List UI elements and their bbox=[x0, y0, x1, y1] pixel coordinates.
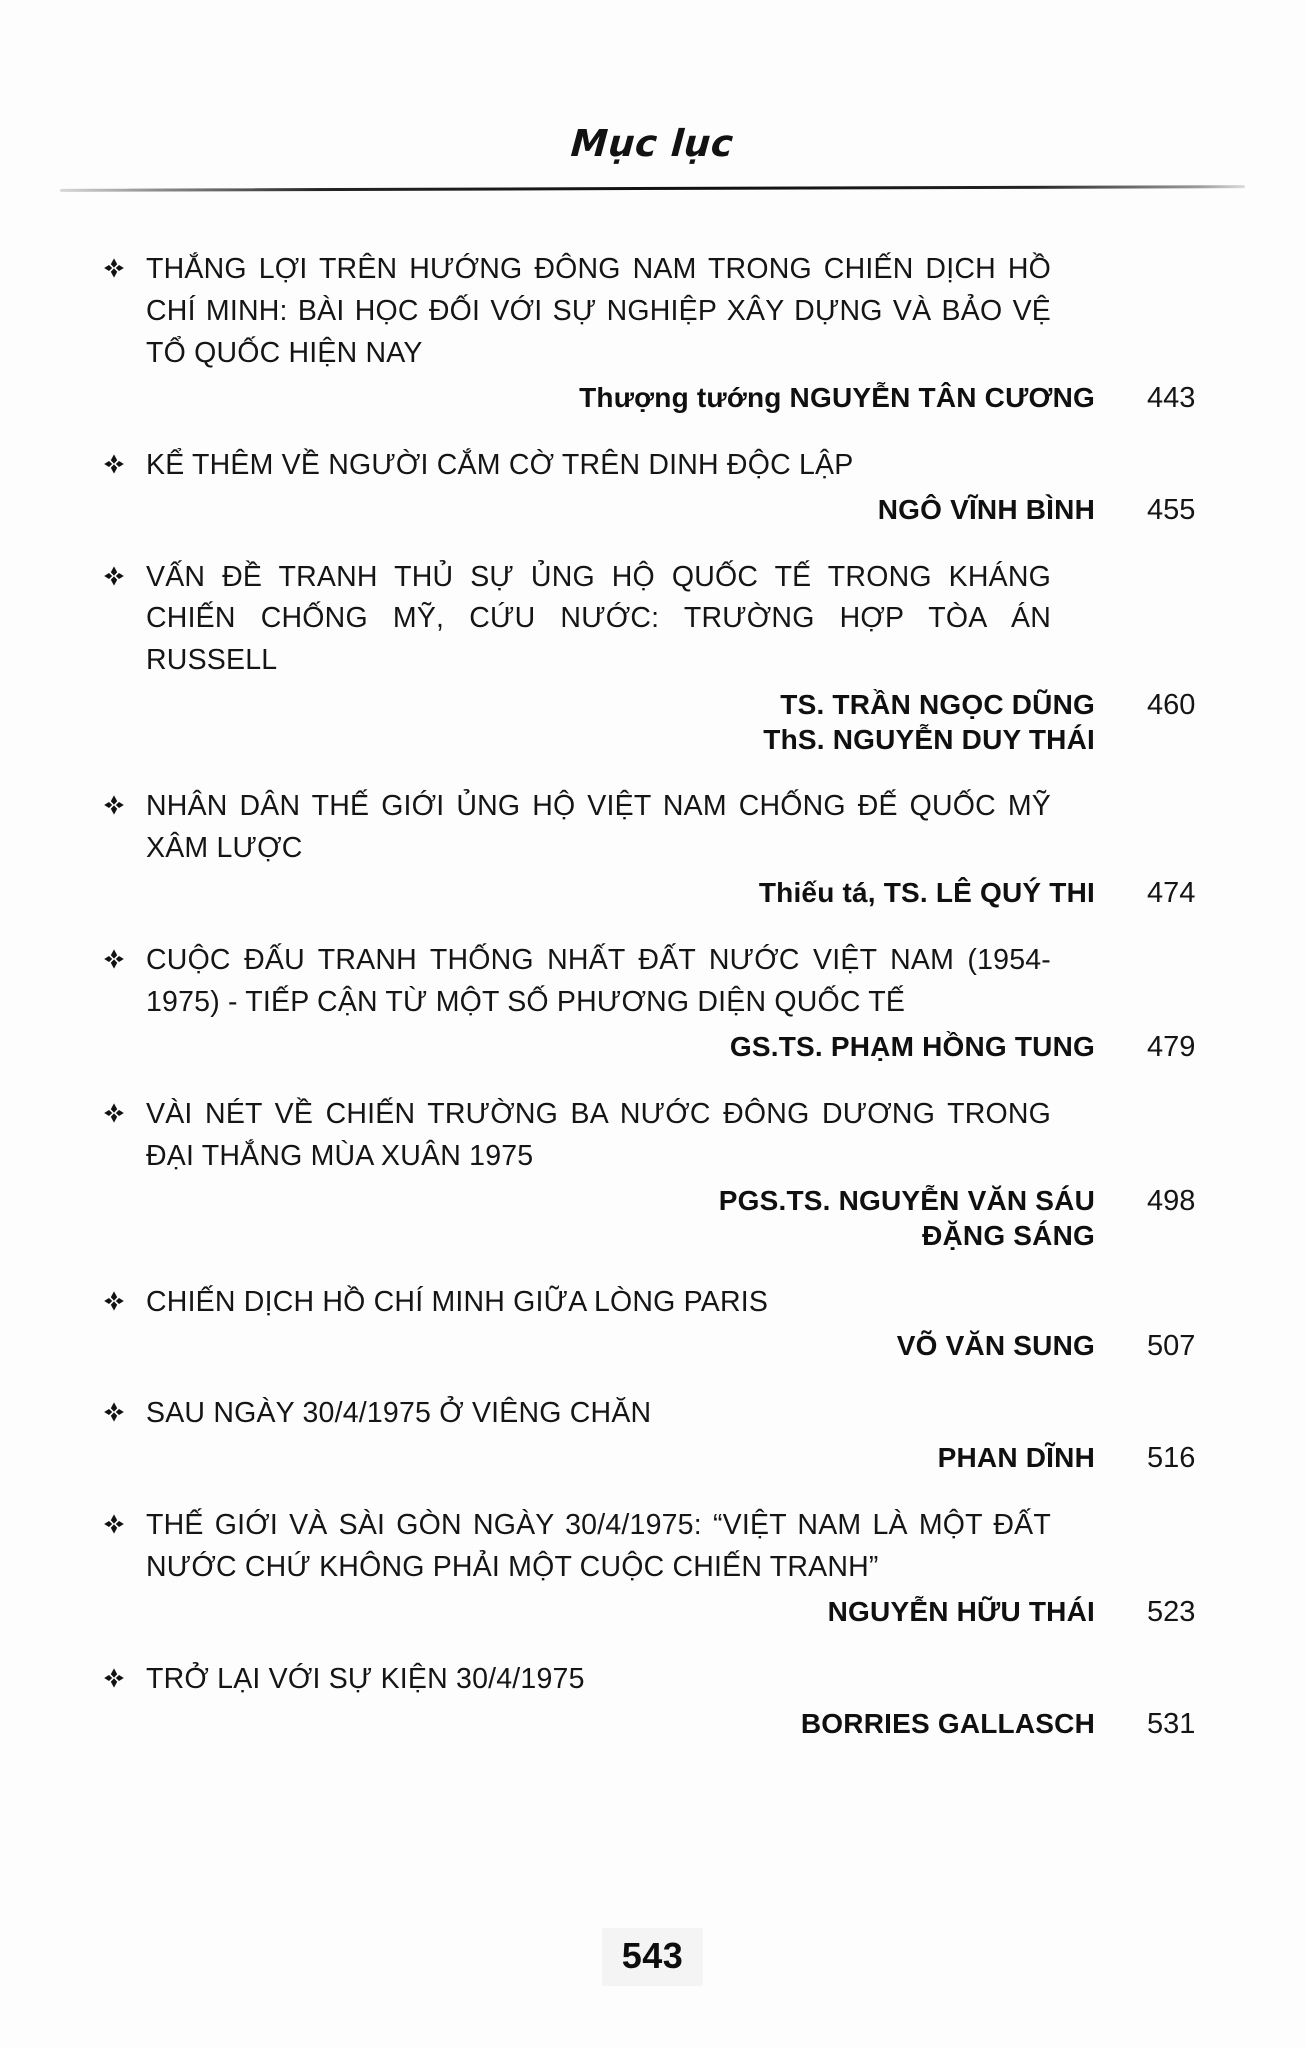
toc-entry-byline bbox=[98, 1442, 1243, 1475]
floral-diamond-bullet-icon bbox=[102, 564, 128, 590]
toc-entry-title-text: NHÂN DÂN THẾ GIỚI ỦNG HỘ VIỆT NAM CHỐNG ĐẾ QUỐC MỸ XÂM LƯỢC bbox=[146, 790, 1051, 865]
toc-entry-byline bbox=[98, 382, 1243, 415]
toc-entry[interactable] bbox=[98, 1659, 1243, 1741]
floral-diamond-bullet-icon bbox=[102, 1289, 128, 1315]
toc-entry-title bbox=[98, 1094, 1051, 1178]
toc-entry-author: TS. TRẦN NGỌC DŨNG bbox=[780, 689, 1095, 721]
toc-entry-title-text: TRỞ LẠI VỚI SỰ KIỆN 30/4/1975 bbox=[146, 1663, 585, 1696]
toc-entry-title bbox=[98, 1282, 1051, 1324]
toc-entry[interactable] bbox=[98, 940, 1243, 1064]
toc-entry-author: GS.TS. PHẠM HỒNG TUNG bbox=[729, 1030, 1095, 1062]
toc-entry-title-text: CUỘC ĐẤU TRANH THỐNG NHẤT ĐẤT NƯỚC VIỆT NAM (1954-1975) - TIẾP CẬN TỪ MỘT SỐ PHƯƠNG DIỆN QUỐC TẾ bbox=[146, 944, 1051, 1018]
toc-entry-page-number: 523 bbox=[1147, 1596, 1196, 1629]
toc-entry-page-number: 474 bbox=[1147, 877, 1196, 910]
toc-entry-author: VÕ VĂN SUNG bbox=[896, 1330, 1095, 1362]
toc-entry-byline bbox=[98, 1220, 1243, 1252]
toc-entry-byline bbox=[98, 877, 1243, 910]
toc-entry-byline bbox=[98, 1708, 1243, 1741]
toc-entry[interactable] bbox=[98, 557, 1243, 757]
toc-entry-title-text: VẤN ĐỀ TRANH THỦ SỰ ỦNG HỘ QUỐC TẾ TRONG KHÁNG CHIẾN CHỐNG MỸ, CỨU NƯỚC: TRƯỜNG HỢP TÒA ÁN RUSSELL bbox=[146, 560, 1051, 677]
toc-entry-title-text: KỂ THÊM VỀ NGƯỜI CẮM CỜ TRÊN DINH ĐỘC LẬP bbox=[146, 448, 854, 481]
toc-entry[interactable] bbox=[98, 1393, 1243, 1475]
page-title: Mục lục bbox=[569, 122, 736, 165]
page-header bbox=[0, 0, 1305, 191]
toc-entry-author: NGUYỄN HỮU THÁI bbox=[827, 1596, 1095, 1628]
floral-diamond-bullet-icon bbox=[102, 947, 128, 973]
toc-entry-author: ThS. NGUYỄN DUY THÁI bbox=[763, 724, 1095, 756]
toc-entry[interactable] bbox=[98, 1505, 1243, 1629]
toc-entry-byline bbox=[98, 724, 1243, 756]
toc-entry-byline bbox=[98, 1330, 1243, 1363]
toc-entry-page-number: 455 bbox=[1147, 493, 1196, 526]
toc-entry-page-number: 507 bbox=[1147, 1330, 1196, 1363]
toc-entry[interactable] bbox=[98, 445, 1243, 527]
page-footer bbox=[0, 1928, 1305, 1986]
floral-diamond-bullet-icon bbox=[102, 1512, 128, 1538]
toc-entry-page-number: 498 bbox=[1147, 1184, 1196, 1217]
toc-entry-title bbox=[98, 1505, 1051, 1589]
toc-entry[interactable] bbox=[98, 786, 1243, 910]
toc-entry-author: NGÔ VĨNH BÌNH bbox=[877, 493, 1095, 525]
toc-entry-title bbox=[98, 249, 1051, 375]
toc-entry[interactable] bbox=[98, 1094, 1243, 1252]
toc-entry-title-text: THẾ GIỚI VÀ SÀI GÒN NGÀY 30/4/1975: “VIỆT NAM LÀ MỘT ĐẤT NƯỚC CHỨ KHÔNG PHẢI MỘT CUỘC CHIẾN TRANH” bbox=[146, 1509, 1051, 1584]
toc-entry-title-text: VÀI NÉT VỀ CHIẾN TRƯỜNG BA NƯỚC ĐÔNG DƯƠNG TRONG ĐẠI THẮNG MÙA XUÂN 1975 bbox=[146, 1097, 1051, 1172]
toc-entry-byline bbox=[98, 689, 1243, 722]
toc-entry-author: Thượng tướng NGUYỄN TÂN CƯƠNG bbox=[579, 381, 1095, 413]
toc-entry-title bbox=[98, 786, 1051, 870]
toc-entry-title-text: CHIẾN DỊCH HỒ CHÍ MINH GIỮA LÒNG PARIS bbox=[146, 1285, 769, 1318]
header-divider bbox=[60, 185, 1245, 191]
toc-entry-title bbox=[98, 557, 1051, 683]
folio-page-number: 543 bbox=[602, 1928, 704, 1986]
toc-entry-author: Thiếu tá, TS. LÊ QUÝ THI bbox=[758, 877, 1095, 909]
toc-entry-author: PHAN DĨNH bbox=[937, 1442, 1095, 1474]
toc-entry-author: ĐẶNG SÁNG bbox=[922, 1219, 1095, 1251]
toc-list bbox=[0, 191, 1305, 1741]
toc-entry-byline bbox=[98, 1031, 1243, 1064]
toc-entry-title bbox=[98, 940, 1051, 1024]
toc-entry-page-number: 479 bbox=[1147, 1030, 1196, 1063]
toc-entry-byline bbox=[98, 494, 1243, 527]
toc-entry-title-text: THẮNG LỢI TRÊN HƯỚNG ĐÔNG NAM TRONG CHIẾN DỊCH HỒ CHÍ MINH: BÀI HỌC ĐỐI VỚI SỰ NGHIỆP XÂY DỰNG VÀ BẢO VỆ TỔ QUỐC HIỆN NAY bbox=[146, 253, 1051, 369]
toc-entry-title bbox=[98, 445, 1051, 487]
toc-entry-byline bbox=[98, 1185, 1243, 1218]
toc-entry-author: PGS.TS. NGUYỄN VĂN SÁU bbox=[718, 1184, 1095, 1216]
toc-entry-title bbox=[98, 1393, 1051, 1435]
floral-diamond-bullet-icon bbox=[102, 1666, 128, 1692]
horizontal-rule-icon bbox=[60, 185, 1245, 192]
floral-diamond-bullet-icon bbox=[102, 452, 128, 478]
toc-entry-page-number: 460 bbox=[1147, 689, 1196, 722]
toc-entry-title bbox=[98, 1659, 1051, 1701]
floral-diamond-bullet-icon bbox=[102, 1101, 128, 1127]
floral-diamond-bullet-icon bbox=[102, 1400, 128, 1426]
toc-entry-page-number: 516 bbox=[1147, 1442, 1196, 1475]
toc-entry-byline bbox=[98, 1596, 1243, 1629]
toc-entry-page-number: 443 bbox=[1147, 381, 1196, 414]
toc-entry[interactable] bbox=[98, 249, 1243, 415]
toc-entry-page-number: 531 bbox=[1147, 1708, 1196, 1741]
floral-diamond-bullet-icon bbox=[102, 793, 128, 819]
toc-entry-title-text: SAU NGÀY 30/4/1975 Ở VIÊNG CHĂN bbox=[146, 1397, 652, 1430]
toc-entry[interactable] bbox=[98, 1282, 1243, 1364]
floral-diamond-bullet-icon bbox=[102, 256, 128, 282]
toc-entry-author: BORRIES GALLASCH bbox=[800, 1708, 1095, 1740]
